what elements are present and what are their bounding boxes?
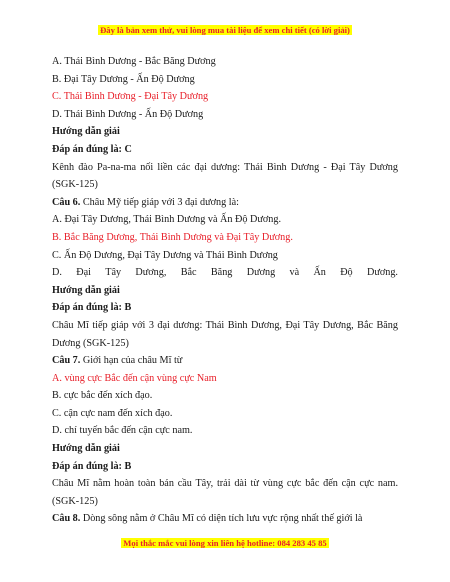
q8-question bbox=[52, 510, 398, 528]
q7-answer-line: Đáp án đúng là: B bbox=[52, 460, 132, 472]
q5-option-d: D. Thái Bình Dương - Ấn Độ Dương bbox=[52, 108, 204, 120]
q6-option-d-word: Tây bbox=[105, 267, 122, 279]
q6-option-d-word: Dương bbox=[246, 267, 276, 279]
q6-option-d bbox=[52, 264, 398, 282]
q7-option-d: D. chí tuyến bắc đến cận cực nam. bbox=[52, 425, 193, 437]
q6-option-d-word: D. bbox=[52, 267, 62, 279]
q6-option-d-word: Bắc bbox=[180, 267, 197, 279]
q8-number: Câu 8. bbox=[52, 513, 81, 525]
q6-explanation: Châu Mĩ tiếp giáp với 3 đại dương: Thái Bình Dương, Đại Tây Dương, Bắc Băng Dương (SGK-125) bbox=[52, 319, 398, 349]
q6-text: Châu Mỹ tiếp giáp với 3 đại dương là: bbox=[80, 196, 239, 208]
q7-number: Câu 7. bbox=[52, 355, 81, 367]
q5-answer-line: Đáp án đúng là: C bbox=[52, 143, 132, 155]
q5-guide-heading: Hướng dẫn giải bbox=[52, 126, 120, 138]
q6-option-d-word: Đại bbox=[76, 267, 91, 279]
preview-notice-header bbox=[0, 24, 450, 36]
q6-option-c: C. Ấn Độ Dương, Đại Tây Dương và Thái Bình Dương bbox=[52, 249, 278, 261]
q5-explanation: Kênh đào Pa-na-ma nối liền các đại dương: Thái Bình Dương - Đại Tây Dương (SGK-125) bbox=[52, 161, 398, 191]
q8-text: Dòng sông nằm ở Châu Mĩ có diện tích lưu vực rộng nhất thế giới là bbox=[80, 513, 363, 525]
q7-explanation: Châu Mĩ nằm hoàn toàn bán cầu Tây, trải dài từ vùng cực bắc đến cận cực nam. (SGK-125) bbox=[52, 478, 398, 507]
q7-guide-heading: Hướng dẫn giải bbox=[52, 443, 120, 455]
q6-question bbox=[52, 194, 398, 212]
q7-question bbox=[52, 352, 398, 370]
q7-text: Giới hạn của châu Mĩ từ bbox=[80, 355, 183, 367]
hotline-notice-footer bbox=[0, 537, 450, 549]
q6-answer-line: Đáp án đúng là: B bbox=[52, 302, 132, 314]
q6-option-d-word: Dương, bbox=[135, 267, 167, 279]
q6-number: Câu 6. bbox=[52, 196, 81, 208]
q6-option-d-word: và bbox=[289, 267, 300, 279]
q7-option-c: C. cận cực nam đến xích đạo. bbox=[52, 407, 173, 419]
q6-option-d-word: Độ bbox=[340, 267, 353, 279]
q5-option-b: B. Đại Tây Dương - Ấn Độ Dương bbox=[52, 73, 195, 85]
q6-option-d-word: Băng bbox=[210, 267, 233, 279]
document-body bbox=[52, 53, 398, 528]
q6-guide-heading: Hướng dẫn giải bbox=[52, 284, 120, 296]
q6-option-b-correct: B. Bắc Băng Dương, Thái Bình Dương và Đại Tây Dương. bbox=[52, 231, 293, 243]
q6-option-d-word: Dương. bbox=[366, 267, 398, 279]
q5-option-c-correct: C. Thái Bình Dương - Đại Tây Dương bbox=[52, 91, 209, 103]
preview-notice-text: Đây là bản xem thử, vui lòng mua tài liệu để xem chi tiết (có lời giải) bbox=[100, 25, 350, 35]
q6-option-a: A. Đại Tây Dương, Thái Bình Dương và Ấn Độ Dương. bbox=[52, 214, 282, 226]
q7-option-a-correct: A. vùng cực Bắc đến cận vùng cực Nam bbox=[52, 372, 217, 384]
q6-option-d-word: Ấn bbox=[313, 267, 326, 279]
q7-option-b: B. cực bắc đến xích đạo. bbox=[52, 390, 153, 402]
hotline-notice-text: Mọi thắc mắc vui lòng xin liên hệ hotline: 084 283 45 85 bbox=[123, 538, 327, 548]
q5-option-a: A. Thái Bình Dương - Bắc Băng Dương bbox=[52, 56, 216, 67]
